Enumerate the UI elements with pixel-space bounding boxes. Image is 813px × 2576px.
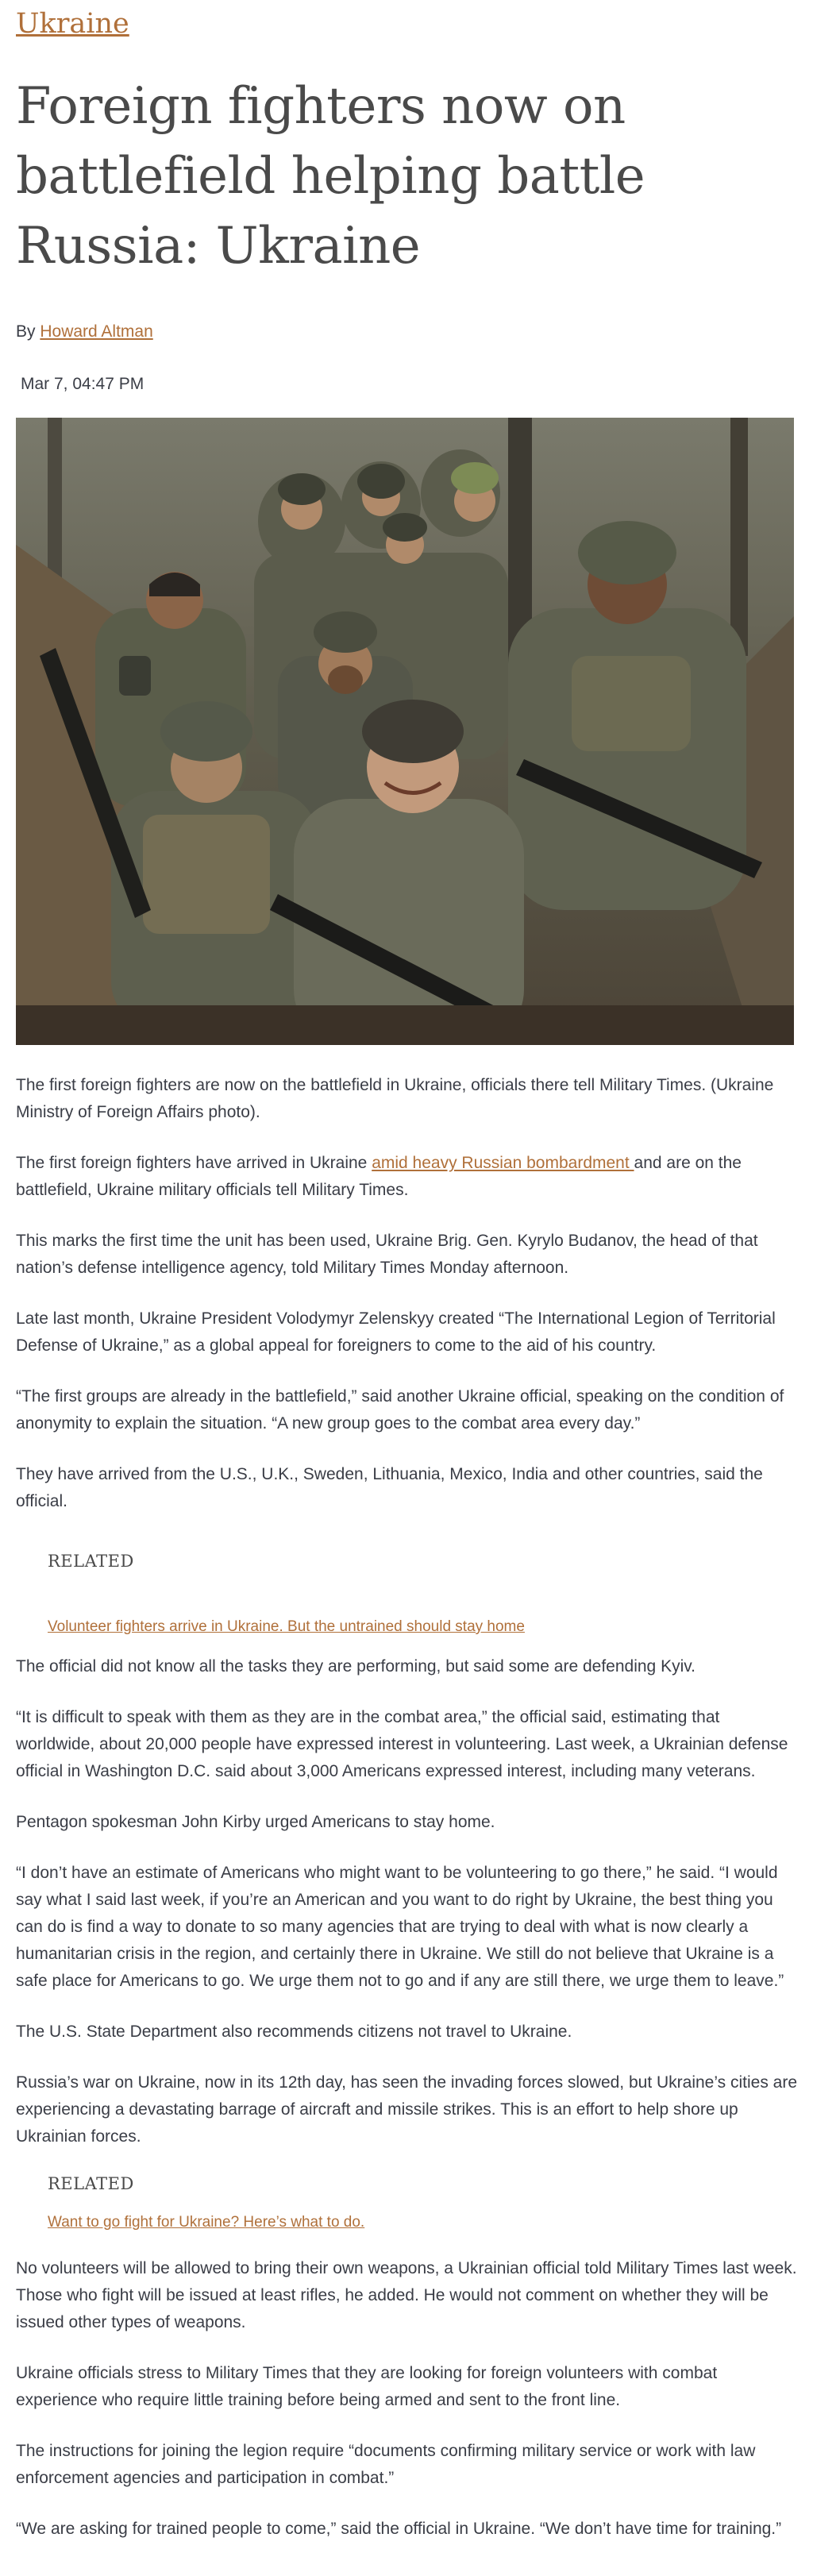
article-paragraph: Ukraine officials stress to Military Times that they are looking for foreign volunteers with combat experience who require little training before being armed and sent to the front line. bbox=[16, 2364, 718, 2409]
article-paragraph: This marks the first time the unit has been used, Ukraine Brig. Gen. Kyrylo Budanov, the head of that nation’s defense intelligence agency, told Military Times Monday afternoon. bbox=[16, 1232, 758, 1277]
related-article-link[interactable]: Want to go fight for Ukraine? Here’s what to do. bbox=[48, 2214, 365, 2231]
article-paragraph: “We are asking for trained people to come,” said the official in Ukraine. “We don’t have time for training.” bbox=[16, 2520, 782, 2538]
headline: Foreign fighters now on battlefield helping battle Russia: Ukraine bbox=[16, 77, 645, 276]
article-paragraph: They have arrived from the U.S., U.K., Sweden, Lithuania, Mexico, India and other countries, said the official. bbox=[16, 1465, 763, 1510]
section-link[interactable]: Ukraine bbox=[16, 8, 129, 40]
article-paragraph: No volunteers will be allowed to bring their own weapons, a Ukrainian official told Military Times last week. Those who fight will be issued at least rifles, he added. He would not comment on whether they will be issued other types of weapons. bbox=[16, 2259, 797, 2331]
article-paragraph: Russia’s war on Ukraine, now in its 12th day, has seen the invading forces slowed, but Ukraine’s cities are experiencing a devastating barrage of aircraft and missile strikes. This is an effort to help shore up Ukrainian forces. bbox=[16, 2073, 798, 2146]
article-paragraph: Pentagon spokesman John Kirby urged Americans to stay home. bbox=[16, 1813, 495, 1831]
related-box bbox=[16, 2174, 797, 2231]
article-paragraph: “The first groups are already in the battlefield,” said another Ukraine official, speaking on the condition of anonymity to explain the situation. “A new group goes to the combat area every day.” bbox=[16, 1387, 784, 1433]
image-caption: The first foreign fighters are now on the battlefield in Ukraine, officials there tell Military Times. (Ukraine Ministry of Foreign Affairs photo). bbox=[16, 1076, 774, 1121]
hero-photo-illustration bbox=[16, 418, 794, 1045]
related-box bbox=[16, 1552, 797, 1636]
publish-date: Mar 7, 04:47 PM bbox=[21, 375, 144, 393]
related-article-link[interactable]: Volunteer fighters arrive in Ukraine. But the untrained should stay home bbox=[48, 1618, 525, 1635]
related-label: RELATED bbox=[48, 1552, 134, 1571]
paragraph-text: and are on the battlefield, Ukraine military officials tell Military Times. bbox=[16, 1154, 742, 1199]
article-paragraph: “It is difficult to speak with them as they are in the combat area,” the official said, estimating that worldwide, about 20,000 people have expressed interest in volunteering. Last week, a Ukrainian defense official in Washington D.C. said about 3,000 Americans expressed interest, including many veterans. bbox=[16, 1708, 788, 1780]
article-paragraph: Late last month, Ukraine President Volodymyr Zelenskyy created “The International Legion of Territorial Defense of Ukraine,” as a global appeal for foreigners to come to the aid of his country. bbox=[16, 1309, 776, 1355]
byline-prefix: By bbox=[16, 322, 36, 341]
article-paragraph: The instructions for joining the legion require “documents confirming military service or work with law enforcement agencies and participation in combat.” bbox=[16, 2442, 756, 2487]
article-paragraph: The official did not know all the tasks they are performing, but said some are defending Kyiv. bbox=[16, 1657, 696, 1676]
group-photo-of-foreign-fighters-icon bbox=[16, 418, 794, 1045]
article-paragraph: “I don’t have an estimate of Americans who might want to be volunteering to go there,” he said. “I would say what I said last week, if you’re an American and you want to do right by Ukraine, the best thing you can do is find a way to donate to so many agencies that are trying to deal with what is now clearly a humanitarian crisis in the region, and certainly there in Ukraine. We still do not believe that Ukraine is a safe place for Americans to go. We urge them not to go and if any are still there, we urge them to leave.” bbox=[16, 1864, 784, 1990]
related-label: RELATED bbox=[48, 2174, 134, 2193]
inline-article-link[interactable]: amid heavy Russian bombardment bbox=[372, 1154, 634, 1172]
article-paragraph bbox=[16, 1150, 797, 1204]
article-paragraph: The U.S. State Department also recommends citizens not travel to Ukraine. bbox=[16, 2023, 572, 2041]
author-link[interactable]: Howard Altman bbox=[40, 322, 153, 341]
bottom-spacer bbox=[16, 2543, 797, 2551]
byline bbox=[16, 322, 797, 341]
paragraph-text: The first foreign fighters have arrived in Ukraine bbox=[16, 1154, 372, 1172]
